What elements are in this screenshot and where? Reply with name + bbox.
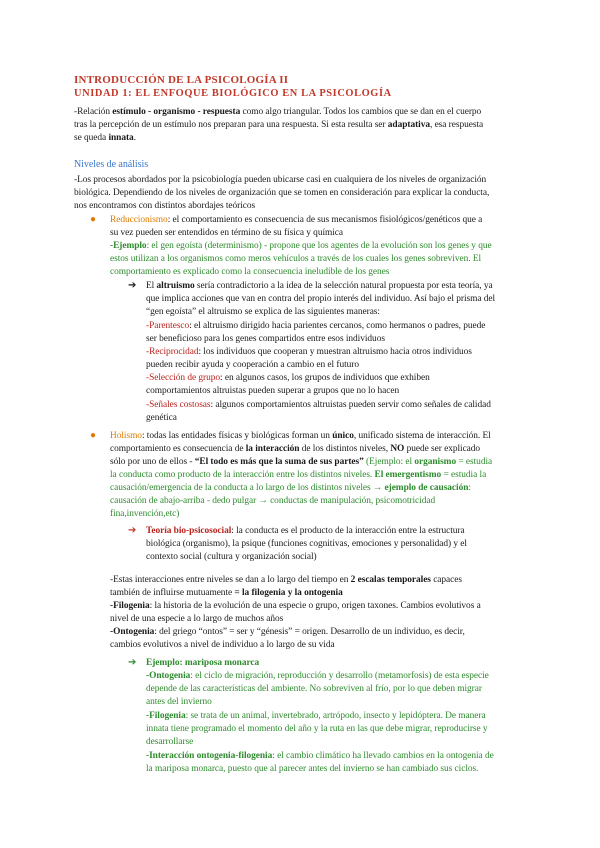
senales-label: -Señales costosas (146, 400, 211, 410)
levels-line-1: -Los procesos abordados por la psicobiología pueden ubicarse casi en cualquiera de los niveles de organización (74, 175, 487, 185)
text: sólo por uno de ellos - (110, 457, 195, 467)
text: : (468, 483, 471, 493)
reciprocidad-line-2: pueden recibir ayuda y cooperación a cambio en el futuro (146, 360, 359, 370)
text: . (133, 133, 136, 143)
right-arrow-icon: ➔ (128, 525, 137, 536)
text-bold: NO (390, 444, 405, 454)
text: : el cambio climático ha llevado cambios en la ontogenia de (272, 751, 494, 761)
butterfly-onto-line-1 (146, 670, 489, 682)
parentesco-line-1 (146, 320, 485, 332)
text: : en algunos casos, los grupos de individuos que exhiben (220, 373, 430, 383)
text-bold: 2 escalas temporales (350, 575, 431, 585)
butterfly-filo-line-2: innata tiene programado el momento del año y la ruta en las que debe migrar, reproducirse y (146, 724, 488, 734)
text-bold: adaptativa (387, 120, 430, 130)
text: como algo triangular. Todos los cambios que se dan en el cuerpo (240, 107, 482, 117)
text: comportamiento es consecuencia de (110, 444, 246, 454)
text-bold: El emergentismo (374, 470, 442, 480)
butterfly-filo-line-3: desarrollarse (146, 737, 194, 747)
reduc-line-2: su vez pueden ser entendidos en término de su física y química (110, 228, 344, 238)
reduc-example-line-2: estos utilizan a los organismos como meros vehículos a través de los cuales los genes sobreviven. El (110, 254, 482, 264)
text: la conducta como producto de la interacción entre los distintos niveles. (110, 470, 375, 480)
text-bold: “El todo es más que la suma de sus partes” (194, 457, 364, 467)
text: El (146, 281, 157, 291)
text-bold: = la filogenia y la ontogenia (234, 588, 343, 598)
butterfly-heading (146, 657, 259, 669)
text-bold: -Interacción ontogenia-filogenia (146, 751, 273, 761)
text: se queda (74, 133, 109, 143)
right-arrow-icon: ➔ (128, 657, 137, 668)
parentesco-line-2: ser beneficioso para los genes compartidos entre esos individuos (146, 334, 385, 344)
text-bold: único (332, 431, 354, 441)
biopsico-label: Teoría bio-psicosocial (146, 526, 232, 536)
altruism-line-1 (146, 280, 493, 292)
intro-line-3 (74, 132, 136, 144)
page-title: INTRODUCCIÓN DE LA PSICOLOGÍA II (74, 74, 289, 86)
text-bold: organismo (414, 457, 457, 467)
bullet-dot-icon: ● (90, 430, 97, 441)
text: (Ejemplo: el (363, 457, 415, 467)
holismo-line-1 (110, 430, 491, 442)
text: : la historia de la evolución de una especie o grupo, origen taxones. Cambios evolutivos a (149, 601, 481, 611)
text: : el comportamiento es consecuencia de sus mecanismos fisiológicos/genéticos que a (167, 215, 483, 225)
text: : los individuos que cooperan y muestran altruismo hacia otros individuos (198, 347, 472, 357)
reciprocidad-label: -Reciprocidad (146, 347, 199, 357)
butterfly-inter-line-1 (146, 750, 494, 762)
holismo-line-6: causación de abajo-arriba - dedo pulgar → conductas de manipulación, psicomotricidad (110, 496, 436, 506)
text: : todas las entidades físicas y biológicas forman un (141, 431, 333, 441)
text-bold: ejemplo de causación (384, 483, 469, 493)
text: : la conducta es el producto de la interacción entre la estructura (231, 526, 465, 536)
text: causación/emergencia de la conducta a lo largo de los distintos niveles → (110, 483, 385, 493)
term-holismo: Holismo (110, 431, 142, 441)
filogenia-label: -Filogenia (110, 601, 150, 611)
bullet-dot-icon: ● (90, 214, 97, 225)
text: , esa respuesta (429, 120, 484, 130)
text: -Relación (74, 107, 113, 117)
right-arrow-icon: ➔ (128, 280, 137, 291)
unit-title: UNIDAD 1: EL ENFOQUE BIOLÓGICO EN LA PSICOLOGÍA (74, 88, 392, 99)
text-bold: Ejemplo: mariposa monarca (146, 658, 260, 668)
holismo-line-5 (110, 482, 471, 494)
text: sería contradictorio a la idea de la selección natural propuesta por esta teoría, ya (194, 281, 493, 291)
text: = estudia (456, 457, 493, 467)
text-bold: -Ontogenia (146, 671, 191, 681)
reduc-line-1 (110, 214, 482, 226)
text: : el ciclo de migración, reproducción y desarrollo (metamorfosis) de esta especie (190, 671, 489, 681)
intro-line-1 (74, 106, 481, 118)
reciprocidad-line-1 (146, 346, 472, 358)
butterfly-filo-line-1 (146, 710, 486, 722)
altruism-line-3: “gen egoísta” el altruismo se explica de las siguientes maneras: (146, 307, 380, 317)
example-label: -Ejemplo (110, 241, 147, 251)
text: : algunos comportamientos altruistas pueden servir como señales de calidad (210, 400, 491, 410)
levels-line-2: biológica. Dependiendo de los niveles de organización que se tomen en consideración para explicar la conducta, (74, 188, 490, 198)
text: : se trata de un animal, invertebrado, artrópodo, insecto y lepidóptera. De manera (185, 711, 486, 721)
text: también de influirse mutuamente (110, 588, 235, 598)
grupo-label: -Selección de grupo (146, 373, 221, 383)
text: = estudia la (441, 470, 487, 480)
scales-line-2 (110, 587, 343, 599)
grupo-line-1 (146, 372, 430, 384)
altruism-line-2: que implica acciones que van en contra del propio interés del individuo. Así bajo el prisma del (146, 294, 496, 304)
butterfly-inter-line-2: la mariposa monarca, puesto que al parecer antes del invierno se han cambiado sus ciclos. (146, 764, 479, 774)
biopsico-line-2: biológica (organismo), la psique (funciones cognitivas, emociones y personalidad) y el (146, 539, 467, 549)
filogenia-line-2: nivel de una especie a lo largo de muchos años (110, 614, 284, 624)
text: : del griego “ontos” = ser y “génesis” = origen. Desarrollo de un individuo, es decir, (154, 627, 465, 637)
text: , unificado sistema de interacción. El (353, 431, 491, 441)
text: de los distintos niveles, (299, 444, 391, 454)
senales-line-2: genética (146, 413, 177, 423)
text-bold: innata (108, 133, 134, 143)
ontogenia-label: -Ontogenia (110, 627, 155, 637)
text: capaces (430, 575, 462, 585)
text-bold: -Filogenia (146, 711, 186, 721)
filogenia-line-1 (110, 600, 481, 612)
text: -Estas interacciones entre niveles se dan a lo largo del tiempo en (110, 575, 351, 585)
reduc-example-line-1 (110, 240, 492, 252)
text: : el altruismo dirigido hacia parientes cercanos, como hermanos o padres, puede (189, 321, 486, 331)
holismo-line-7: fina,invención,etc) (110, 509, 180, 519)
intro-line-2 (74, 119, 483, 131)
ontogenia-line-2: cambios evolutivos a nivel de individuo a lo largo de su vida (110, 640, 335, 650)
holismo-line-2 (110, 443, 480, 455)
levels-line-3: nos encontramos con distintos abordajes teóricos (74, 201, 256, 211)
senales-line-1 (146, 399, 491, 411)
levels-heading: Niveles de análisis (74, 159, 149, 170)
reduc-example-line-3: comportamiento es explicado como la consecuencia ineludible de los genes (110, 267, 390, 277)
text: tras la percepción de un estímulo nos preparan para una respuesta. Si esta resulta ser (74, 120, 388, 130)
text-bold: la interacción (245, 444, 300, 454)
text: puede ser explicado (404, 444, 481, 454)
biopsico-line-3: contexto social (cultura y organización social) (146, 552, 317, 562)
term-reduccionismo: Reduccionismo (110, 215, 168, 225)
holismo-line-3 (110, 456, 492, 468)
holismo-line-4 (110, 469, 486, 481)
butterfly-onto-line-3: antes del invierno (146, 697, 212, 707)
biopsico-line-1 (146, 525, 465, 537)
scales-line-1 (110, 574, 462, 586)
grupo-line-2: comportamientos altruistas pueden superar a grupos que no lo hacen (146, 386, 400, 396)
parentesco-label: -Parentesco (146, 321, 190, 331)
text-bold: estímulo - organismo - respuesta (112, 107, 241, 117)
text-bold: altruismo (156, 281, 195, 291)
ontogenia-line-1 (110, 626, 465, 638)
butterfly-onto-line-2: depende de las características del ambiente. No sobreviven al frío, por lo que deben migrar (146, 684, 482, 694)
text: : el gen egoísta (determinismo) - propone que los agentes de la evolución son los genes y que (146, 241, 492, 251)
